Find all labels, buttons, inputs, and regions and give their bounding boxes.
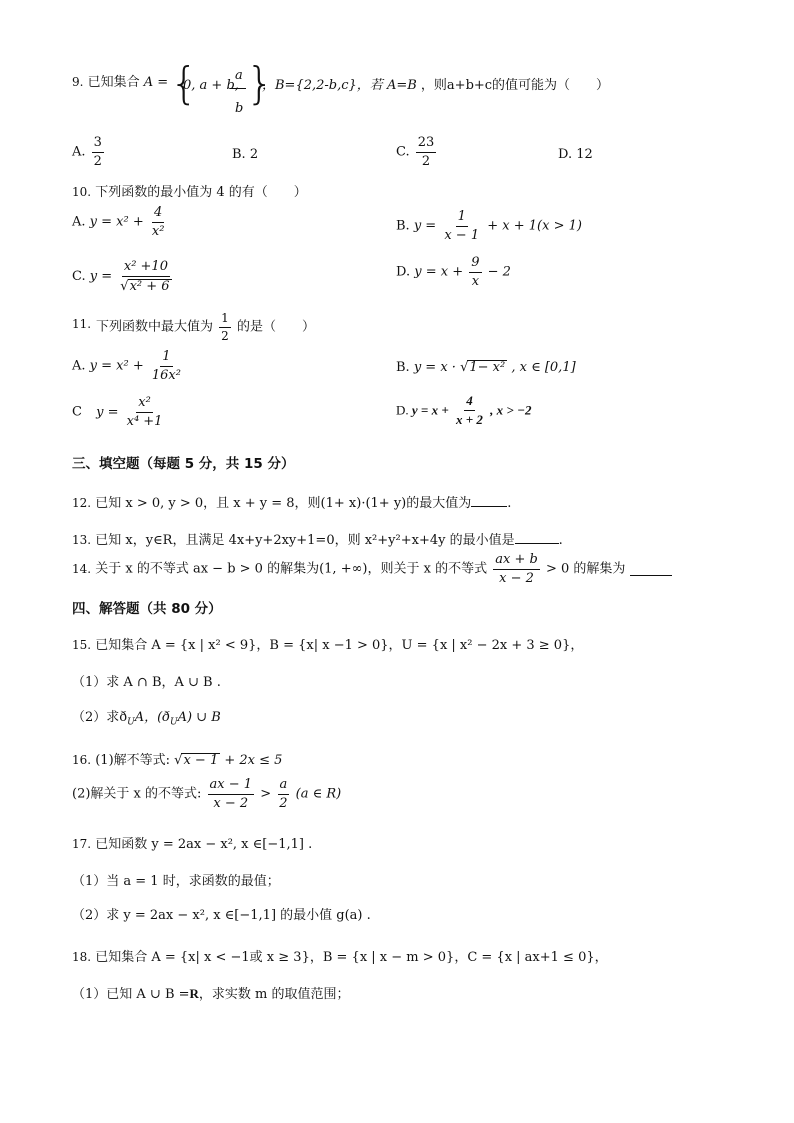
q11-option-b-label: B. <box>396 360 410 375</box>
q10-option-b-frac <box>442 210 481 242</box>
q15-part-2-sub2: U <box>170 717 178 728</box>
q9-option-a-den: 2 <box>93 153 102 169</box>
sqrt-icon: √ <box>120 278 129 294</box>
question-10 <box>72 186 307 199</box>
q10-option-a <box>72 206 168 238</box>
q14-frac <box>493 553 540 585</box>
question-11 <box>96 312 315 342</box>
question-17 <box>72 838 312 851</box>
q16-number: 16. <box>72 753 92 767</box>
q10-option-c-label: C. <box>72 269 86 285</box>
q13-end: . <box>558 533 563 548</box>
question-18 <box>72 951 608 964</box>
q18-part-1-post: ，求实数 m 的取值范围； <box>198 987 350 1002</box>
q10-option-d-tail: − 2 <box>487 264 511 280</box>
q11-option-a-expr: y = x² + <box>89 358 144 374</box>
q13-answer-blank[interactable] <box>515 531 559 544</box>
q9-set-a-frac-bar <box>230 88 246 89</box>
q10-option-b-den: x − 1 <box>444 227 480 243</box>
q10-option-d <box>396 256 511 288</box>
q11-option-c-num: x² <box>136 396 153 413</box>
q10-option-c-den: x² + 6 <box>129 278 170 294</box>
q9-stem-pre: 已知集合 <box>87 75 140 90</box>
sqrt-icon: √ <box>460 360 469 375</box>
q16-part-2-den-2: 2 <box>279 795 288 811</box>
q17-text: 已知函数 y = 2ax − x², x ∈[−1,1] . <box>95 837 313 852</box>
q9-set-a-eq: A = <box>143 75 169 90</box>
sqrt-icon: √ <box>174 753 183 768</box>
q15-part-2-mid: A，(ð <box>134 710 170 725</box>
q17-part-2: （2）求 y = 2ax − x², x ∈[−1,1] 的最小值 g(a) . <box>72 908 371 923</box>
q13-number: 13. <box>72 533 92 547</box>
q11-option-d <box>396 394 531 426</box>
q10-option-a-expr: y = x² + <box>89 214 144 230</box>
q14-answer-blank[interactable] <box>630 563 672 576</box>
q16-part-2-frac-2 <box>277 778 289 810</box>
q15-part-2-pre: （2）求ð <box>72 710 128 725</box>
q11-option-c-frac <box>125 396 165 428</box>
q11-stem-frac <box>219 312 231 342</box>
q17-number: 17. <box>72 837 92 851</box>
q12-number: 12. <box>72 496 92 510</box>
q9-tail <box>262 79 609 92</box>
q11-option-c-expr: y = <box>96 404 119 420</box>
q16-part-2-num: ax − 1 <box>208 778 255 795</box>
q12-text: 已知 x > 0, y > 0，且 x + y = 8，则(1+ x)·(1+ y)的最大值为 <box>95 496 472 511</box>
q18-part-1-pre: （1）已知 A ∪ B = <box>72 987 190 1002</box>
question-15 <box>72 639 583 652</box>
q9-set-a-frac-num: a <box>235 68 243 83</box>
q12-answer-blank[interactable] <box>471 494 507 507</box>
q10-option-d-label: D. <box>396 264 411 280</box>
q10-option-c-expr: y = <box>89 269 113 285</box>
q16-part-2-post: (a ∈ R) <box>295 786 342 802</box>
q14-text-pre: 关于 x 的不等式 ax − b > 0 的解集为(1, +∞)，则关于 x 的不等式 <box>95 561 488 577</box>
q10-option-d-expr: y = x + <box>414 264 464 280</box>
q16-part-1-pre: (1)解不等式: <box>95 753 171 768</box>
q10-option-a-num: 4 <box>152 206 164 223</box>
q11-option-b-radicand: 1− x² <box>469 360 506 375</box>
q11-option-c <box>72 396 166 428</box>
q10-stem: 下列函数的最小值为 4 的有（ ） <box>95 185 307 200</box>
q9-option-a-num: 3 <box>92 136 104 153</box>
q11-option-b <box>396 360 576 374</box>
q16-part-2-den: x − 2 <box>213 795 249 811</box>
section-3-heading: 三、填空题（每题 5 分，共 15 分） <box>72 456 295 472</box>
q11-option-a-label: A. <box>72 358 86 374</box>
q10-option-a-frac <box>150 206 167 238</box>
question-16-part-2 <box>72 778 341 810</box>
q10-option-b <box>396 210 582 242</box>
question-13 <box>72 531 563 547</box>
q9-option-a-frac <box>92 136 104 168</box>
q11-stem-pre: 下列函数中最大值为 <box>96 319 214 335</box>
q10-option-a-label: A. <box>72 214 86 230</box>
q11-option-a-num: 1 <box>160 350 172 367</box>
q9-option-c-den: 2 <box>421 153 431 169</box>
q10-option-c-num: x² +10 <box>122 260 170 277</box>
q18-part-1-reals: R <box>189 986 199 1001</box>
q16-part-2-gt: > <box>260 786 272 802</box>
q9-option-a <box>72 136 106 168</box>
q11-option-c-den: x⁴ +1 <box>126 413 163 429</box>
q11-option-c-label: C <box>72 404 82 420</box>
question-9 <box>72 76 168 89</box>
q11-option-a-den: 16x² <box>151 367 181 383</box>
q18-text: 已知集合 A = {x| x < −1或 x ≥ 3}，B = {x | x − m > 0}，C = {x | ax+1 ≤ 0}， <box>95 950 608 965</box>
q9-option-c-num: 23 <box>416 136 437 153</box>
q9-condition: A=B <box>386 78 417 93</box>
q10-option-b-num: 1 <box>456 210 468 227</box>
q16-part-2-frac <box>208 778 255 810</box>
q10-option-a-den: x² <box>151 223 165 239</box>
q10-option-d-frac <box>469 256 481 288</box>
q14-frac-den: x − 2 <box>499 570 534 586</box>
question-12 <box>72 494 511 510</box>
q15-part-2-end: A) ∪ B <box>177 710 221 725</box>
section-4-heading: 四、解答题（共 80 分） <box>72 601 222 617</box>
q10-option-d-num: 9 <box>469 256 481 273</box>
q11-number-text: 11. <box>72 317 92 331</box>
question-14 <box>72 553 672 585</box>
q11-option-d-num: 4 <box>464 394 475 411</box>
q11-stem-den: 2 <box>221 328 229 343</box>
q11-stem-num: 1 <box>219 312 231 328</box>
q11-option-b-tail: , x ∈ [0,1] <box>511 360 576 375</box>
q10-number: 10. <box>72 185 92 199</box>
q10-option-b-tail: + x + 1(x > 1) <box>487 218 582 234</box>
q9-number: 9. <box>72 75 84 89</box>
q10-option-c <box>72 260 176 293</box>
q16-part-1-post: + 2x ≤ 5 <box>224 753 283 768</box>
q16-part-2-pre: (2)解关于 x 的不等式: <box>72 786 202 802</box>
q10-option-c-den-wrap <box>118 277 173 294</box>
q18-number: 18. <box>72 950 92 964</box>
q9-set-b: ，B={2,2-b,c}，若 <box>262 78 383 93</box>
q11-option-d-den: x + 2 <box>455 411 483 427</box>
q9-option-b: B. 2 <box>232 147 259 162</box>
q9-option-d: D. 12 <box>558 147 593 162</box>
q18-part-1 <box>72 987 350 1001</box>
q14-text-post: > 0 的解集为 <box>545 561 626 577</box>
q9-option-c-frac <box>416 136 437 168</box>
q12-end: . <box>507 496 512 511</box>
q13-text: 已知 x，y∈R，且满足 4x+y+2xy+1=0，则 x²+y²+x+4y 的最小值是 <box>95 533 515 548</box>
q11-number <box>72 318 91 331</box>
q16-part-1-radicand: x − 1 <box>183 753 219 768</box>
q11-option-d-tail: , x > −2 <box>490 402 532 418</box>
q9-option-c <box>396 136 438 168</box>
q9-option-c-label: C. <box>396 144 410 160</box>
q9-ask: ，则a+b+c的值可能为（ ） <box>420 78 610 93</box>
q14-frac-num: ax + b <box>493 553 540 570</box>
q9-set-a-elements: 0, a + b, <box>183 78 239 93</box>
q9-left-brace: { <box>170 58 198 109</box>
q9-right-brace: } <box>246 58 274 109</box>
q11-option-d-frac <box>454 394 485 426</box>
q9-set-a-frac-den: b <box>235 101 244 116</box>
q16-part-2-num-2: a <box>278 778 290 795</box>
q9-option-a-label: A. <box>72 144 86 160</box>
q11-option-a-frac <box>150 350 183 382</box>
q15-part-2 <box>72 710 221 728</box>
q11-option-b-expr: y = x · <box>413 360 456 375</box>
q11-stem-post: 的是（ ） <box>236 319 315 335</box>
q10-option-c-frac <box>118 260 173 293</box>
q15-part-2-sub: U <box>127 717 135 728</box>
q11-option-d-expr: y = x + <box>411 402 449 418</box>
question-16-part-1 <box>72 753 282 767</box>
q15-text: 已知集合 A = {x | x² < 9}，B = {x| x −1 > 0}，U = {x | x² − 2x + 3 ≥ 0}， <box>95 638 584 653</box>
q11-option-a <box>72 350 185 382</box>
q10-option-b-expr: y = <box>413 218 437 234</box>
q15-part-1: （1）求 A ∩ B，A ∪ B . <box>72 675 221 690</box>
q11-option-d-label: D. <box>396 402 409 418</box>
q14-number: 14. <box>72 562 92 577</box>
q10-option-d-den: x <box>471 273 480 289</box>
q15-number: 15. <box>72 638 92 652</box>
q10-option-b-label: B. <box>396 218 410 234</box>
q17-part-1: （1）当 a = 1 时，求函数的最值； <box>72 874 280 889</box>
